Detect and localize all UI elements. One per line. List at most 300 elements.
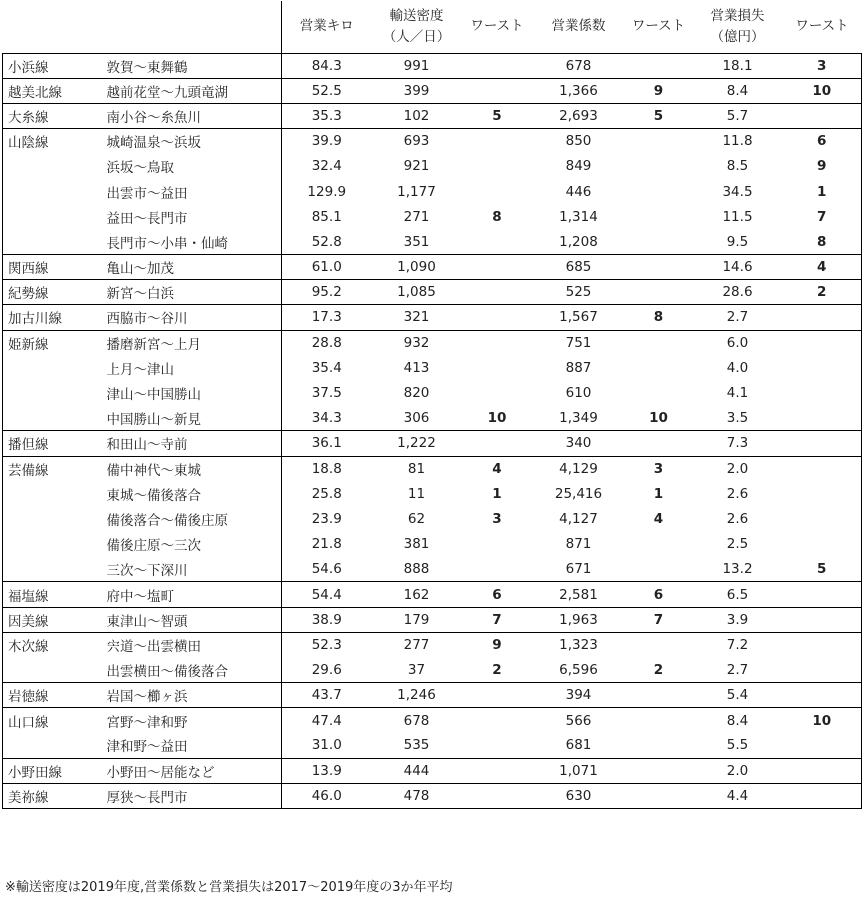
loss-worst-cell xyxy=(783,305,862,330)
loss-worst-cell xyxy=(783,406,862,431)
coef-cell: 671 xyxy=(533,557,625,582)
coef-cell: 6,596 xyxy=(533,658,625,683)
table-row xyxy=(3,129,862,154)
table-row xyxy=(3,758,862,783)
header-coef-worst-label: ワースト xyxy=(631,18,686,35)
km-cell: 52.8 xyxy=(282,229,372,254)
km-cell: 46.0 xyxy=(282,783,372,808)
header-row xyxy=(3,1,862,53)
section-cell: 南小谷～糸魚川 xyxy=(101,103,282,128)
coef-worst-cell xyxy=(625,53,693,78)
header-loss-line2: （億円） xyxy=(710,28,765,45)
coef-worst-cell xyxy=(625,179,693,204)
section-cell: 出雲横田～備後落合 xyxy=(101,658,282,683)
line-name-cell: 芸備線 xyxy=(3,456,101,481)
header-coef-worst xyxy=(625,1,693,53)
footnote: ※輸送密度は2019年度,営業係数と営業損失は2017～2019年度の3か年平均 xyxy=(5,880,453,895)
loss-cell: 5.5 xyxy=(693,733,783,758)
line-name-cell xyxy=(3,229,101,254)
section-cell: 厚狭～長門市 xyxy=(101,783,282,808)
density-cell: 179 xyxy=(372,607,462,632)
coef-cell: 1,314 xyxy=(559,208,598,225)
loss-worst-cell: 8 xyxy=(783,229,862,254)
loss-worst-cell: 10 xyxy=(783,708,862,733)
km-cell: 28.8 xyxy=(311,334,342,351)
coef-cell: 25,416 xyxy=(554,485,603,502)
density-cell: 162 xyxy=(372,582,462,607)
density-worst-cell xyxy=(462,758,533,783)
table-row xyxy=(3,708,862,733)
coef-worst-cell xyxy=(625,708,693,733)
density-cell: 399 xyxy=(372,78,462,103)
coef-cell: 871 xyxy=(565,536,592,553)
line-name-cell xyxy=(3,733,101,758)
density-cell: 1,246 xyxy=(372,683,462,708)
km-cell: 25.8 xyxy=(311,485,342,502)
km-cell: 54.4 xyxy=(282,582,372,607)
density-worst-cell: 4 xyxy=(492,460,502,477)
section-cell: 東津山～智頭 xyxy=(101,607,282,632)
coef-worst-cell: 5 xyxy=(625,103,693,128)
loss-worst-cell: 3 xyxy=(783,53,862,78)
loss-cell: 2.6 xyxy=(726,510,749,527)
density-cell: 1,085 xyxy=(372,280,462,305)
table-row xyxy=(3,305,862,330)
coef-worst-cell xyxy=(625,330,693,355)
line-name-cell: 大糸線 xyxy=(3,103,101,128)
density-cell: 271 xyxy=(403,208,430,225)
km-cell: 39.9 xyxy=(311,133,342,150)
density-worst-cell xyxy=(462,78,533,103)
table-row xyxy=(3,658,862,683)
table-row xyxy=(3,78,862,103)
density-worst-cell xyxy=(462,783,533,808)
line-name-cell: 小野田線 xyxy=(3,758,101,783)
header-density xyxy=(372,1,462,53)
density-cell: 478 xyxy=(372,783,462,808)
line-name-cell xyxy=(3,481,101,506)
coef-cell: 685 xyxy=(533,255,625,280)
line-name-cell: 木次線 xyxy=(3,632,101,657)
line-name-cell: 岩徳線 xyxy=(3,683,101,708)
density-cell: 820 xyxy=(403,385,430,402)
density-worst-cell: 3 xyxy=(492,510,502,527)
density-cell: 306 xyxy=(372,406,462,431)
coef-worst-cell xyxy=(625,129,693,154)
km-cell: 31.0 xyxy=(282,733,372,758)
table-row xyxy=(3,557,862,582)
coef-worst-cell: 6 xyxy=(625,582,693,607)
section-cell: 浜坂～鳥取 xyxy=(101,154,282,179)
loss-cell: 9.5 xyxy=(693,229,783,254)
coef-cell: 850 xyxy=(565,133,592,150)
coef-cell: 566 xyxy=(565,712,592,729)
section-cell: 和田山～寺前 xyxy=(101,431,282,456)
coef-cell: 525 xyxy=(533,280,625,305)
section-cell: 三次～下深川 xyxy=(101,557,282,582)
section-cell: 西脇市～谷川 xyxy=(101,305,282,330)
density-worst-cell xyxy=(462,53,533,78)
coef-cell: 610 xyxy=(565,385,592,402)
section-cell: 上月～津山 xyxy=(101,355,282,380)
line-name-cell xyxy=(3,506,101,531)
density-worst-cell xyxy=(462,280,533,305)
line-name-cell: 紀勢線 xyxy=(3,280,101,305)
loss-worst-cell: 4 xyxy=(783,255,862,280)
table-row xyxy=(3,154,862,179)
density-cell: 535 xyxy=(372,733,462,758)
section-cell: 備後庄原～三次 xyxy=(101,532,282,557)
loss-worst-cell xyxy=(783,758,862,783)
loss-worst-cell xyxy=(783,481,862,506)
table-body xyxy=(3,53,862,809)
coef-worst-cell xyxy=(625,380,693,405)
loss-worst-cell xyxy=(783,103,862,128)
km-cell: 32.4 xyxy=(311,158,342,175)
km-cell: 35.4 xyxy=(311,359,342,376)
km-cell: 18.8 xyxy=(311,460,342,477)
loss-cell: 8.4 xyxy=(726,712,749,729)
table-row xyxy=(3,532,862,557)
density-worst-cell: 5 xyxy=(462,103,533,128)
coef-cell: 1,567 xyxy=(533,305,625,330)
loss-cell: 18.1 xyxy=(693,53,783,78)
table-row xyxy=(3,380,862,405)
km-cell: 85.1 xyxy=(311,208,342,225)
coef-worst-cell: 4 xyxy=(653,510,664,527)
table-row xyxy=(3,456,862,481)
density-cell: 932 xyxy=(403,334,430,351)
section-cell: 中国勝山～新見 xyxy=(101,406,282,431)
loss-worst-cell: 1 xyxy=(783,179,862,204)
loss-cell: 2.6 xyxy=(726,485,749,502)
density-worst-cell xyxy=(462,683,533,708)
loss-worst-cell xyxy=(783,607,862,632)
km-cell: 61.0 xyxy=(282,255,372,280)
table-row xyxy=(3,683,862,708)
line-data-table xyxy=(2,1,862,809)
loss-worst-cell: 5 xyxy=(783,557,862,582)
table-row xyxy=(3,431,862,456)
km-cell: 29.6 xyxy=(282,658,372,683)
coef-cell: 1,208 xyxy=(533,229,625,254)
km-cell: 52.5 xyxy=(282,78,372,103)
coef-worst-cell xyxy=(625,255,693,280)
section-cell: 小野田～居能など xyxy=(101,758,282,783)
density-worst-cell xyxy=(462,129,533,154)
header-loss xyxy=(693,1,783,53)
loss-worst-cell xyxy=(783,380,862,405)
loss-cell: 4.4 xyxy=(693,783,783,808)
loss-worst-cell xyxy=(783,783,862,808)
density-cell: 991 xyxy=(372,53,462,78)
density-cell: 321 xyxy=(372,305,462,330)
header-km-label: 営業キロ xyxy=(299,18,354,35)
coef-worst-cell: 8 xyxy=(625,305,693,330)
coef-worst-cell xyxy=(625,632,693,657)
loss-cell: 11.5 xyxy=(722,208,753,225)
line-name-cell xyxy=(3,658,101,683)
density-cell: 921 xyxy=(403,158,430,175)
km-cell: 52.3 xyxy=(311,637,342,654)
coef-cell: 849 xyxy=(565,158,592,175)
km-cell: 21.8 xyxy=(311,536,342,553)
header-section xyxy=(101,1,282,53)
km-cell: 37.5 xyxy=(311,385,342,402)
km-cell: 54.6 xyxy=(282,557,372,582)
section-cell: 出雲市～益田 xyxy=(101,179,282,204)
coef-cell: 446 xyxy=(565,183,592,200)
line-name-cell xyxy=(3,406,101,431)
loss-worst-cell xyxy=(783,683,862,708)
km-cell: 35.3 xyxy=(282,103,372,128)
coef-worst-cell xyxy=(625,758,693,783)
density-worst-cell: 8 xyxy=(492,208,502,225)
header-loss-worst xyxy=(783,1,862,53)
density-worst-cell xyxy=(462,179,533,204)
loss-cell: 5.7 xyxy=(693,103,783,128)
density-worst-cell: 6 xyxy=(462,582,533,607)
header-km xyxy=(282,1,372,53)
density-worst-cell: 10 xyxy=(462,406,533,431)
loss-cell: 2.0 xyxy=(726,460,749,477)
coef-worst-cell: 2 xyxy=(625,658,693,683)
density-worst-cell xyxy=(462,431,533,456)
loss-cell: 3.5 xyxy=(693,406,783,431)
loss-worst-cell xyxy=(783,582,862,607)
loss-cell: 6.0 xyxy=(726,334,749,351)
line-name-cell xyxy=(3,204,101,229)
table-row xyxy=(3,355,862,380)
loss-worst-cell xyxy=(783,506,862,531)
density-cell: 277 xyxy=(403,637,430,654)
km-cell: 36.1 xyxy=(282,431,372,456)
density-worst-cell xyxy=(462,733,533,758)
line-name-cell: 因美線 xyxy=(3,607,101,632)
header-density-worst-label: ワースト xyxy=(470,18,524,35)
loss-worst-cell: 6 xyxy=(783,129,862,154)
coef-cell: 394 xyxy=(533,683,625,708)
line-name-cell: 小浜線 xyxy=(3,53,101,78)
loss-cell: 5.4 xyxy=(693,683,783,708)
km-cell: 95.2 xyxy=(282,280,372,305)
density-worst-cell xyxy=(462,708,533,733)
section-cell: 敦賀～東舞鶴 xyxy=(101,53,282,78)
coef-worst-cell xyxy=(625,557,693,582)
header-coef xyxy=(533,1,625,53)
density-cell: 444 xyxy=(372,758,462,783)
line-name-cell: 播但線 xyxy=(3,431,101,456)
density-worst-cell xyxy=(462,255,533,280)
loss-worst-cell: 7 xyxy=(783,204,862,229)
loss-cell: 3.9 xyxy=(693,607,783,632)
loss-worst-cell xyxy=(783,330,862,355)
loss-worst-cell: 2 xyxy=(783,280,862,305)
coef-cell: 1,071 xyxy=(533,758,625,783)
line-name-cell xyxy=(3,355,101,380)
coef-worst-cell: 1 xyxy=(653,485,664,502)
density-worst-cell xyxy=(462,330,533,355)
coef-worst-cell: 10 xyxy=(625,406,693,431)
coef-cell: 887 xyxy=(565,359,592,376)
coef-worst-cell: 7 xyxy=(625,607,693,632)
coef-cell: 630 xyxy=(533,783,625,808)
line-name-cell: 姫新線 xyxy=(3,330,101,355)
table-row xyxy=(3,330,862,355)
density-cell: 37 xyxy=(372,658,462,683)
loss-worst-cell: 9 xyxy=(783,154,862,179)
loss-worst-cell xyxy=(783,431,862,456)
coef-cell: 751 xyxy=(565,334,592,351)
table-row xyxy=(3,582,862,607)
km-cell: 17.3 xyxy=(282,305,372,330)
km-cell: 129.9 xyxy=(307,183,347,200)
section-cell: 津和野～益田 xyxy=(101,733,282,758)
coef-worst-cell xyxy=(625,154,693,179)
loss-cell: 4.0 xyxy=(726,359,749,376)
density-cell: 888 xyxy=(372,557,462,582)
loss-cell: 2.7 xyxy=(693,305,783,330)
loss-worst-cell: 10 xyxy=(783,78,862,103)
km-cell: 23.9 xyxy=(311,510,342,527)
loss-worst-cell xyxy=(783,456,862,481)
density-worst-cell: 2 xyxy=(462,658,533,683)
header-density-line1: 輸送密度 xyxy=(389,7,444,24)
km-cell: 13.9 xyxy=(282,758,372,783)
coef-worst-cell xyxy=(625,532,693,557)
section-cell: 東城～備後落合 xyxy=(101,481,282,506)
density-worst-cell xyxy=(462,154,533,179)
section-cell: 亀山～加茂 xyxy=(101,255,282,280)
line-name-cell: 山口線 xyxy=(3,708,101,733)
coef-cell: 4,129 xyxy=(559,460,598,477)
coef-worst-cell xyxy=(625,280,693,305)
line-name-cell: 関西線 xyxy=(3,255,101,280)
table-row xyxy=(3,53,862,78)
table-row xyxy=(3,255,862,280)
table-row xyxy=(3,607,862,632)
coef-cell: 2,581 xyxy=(533,582,625,607)
line-name-cell: 山陰線 xyxy=(3,129,101,154)
coef-worst-cell xyxy=(625,204,693,229)
loss-cell: 14.6 xyxy=(693,255,783,280)
loss-cell: 28.6 xyxy=(693,280,783,305)
loss-worst-cell xyxy=(783,632,862,657)
density-cell: 62 xyxy=(407,510,426,527)
density-cell: 693 xyxy=(403,133,430,150)
loss-cell: 6.5 xyxy=(693,582,783,607)
coef-cell: 1,963 xyxy=(533,607,625,632)
coef-worst-cell xyxy=(625,783,693,808)
header-coef-label: 営業係数 xyxy=(551,18,606,35)
table-row xyxy=(3,481,862,506)
section-cell: 宮野～津和野 xyxy=(101,708,282,733)
density-cell: 11 xyxy=(407,485,426,502)
density-cell: 81 xyxy=(407,460,426,477)
coef-worst-cell xyxy=(625,733,693,758)
density-worst-cell xyxy=(462,229,533,254)
loss-cell: 2.0 xyxy=(693,758,783,783)
density-cell: 102 xyxy=(372,103,462,128)
section-cell: 備中神代～東城 xyxy=(101,456,282,481)
table-row xyxy=(3,229,862,254)
table-row xyxy=(3,179,862,204)
km-cell: 43.7 xyxy=(282,683,372,708)
section-cell: 益田～長門市 xyxy=(101,204,282,229)
section-cell: 岩国～櫛ヶ浜 xyxy=(101,683,282,708)
km-cell: 34.3 xyxy=(282,406,372,431)
density-cell: 1,222 xyxy=(372,431,462,456)
loss-worst-cell xyxy=(783,658,862,683)
section-cell: 越前花堂～九頭竜湖 xyxy=(101,78,282,103)
km-cell: 47.4 xyxy=(311,712,342,729)
section-cell: 城崎温泉～浜坂 xyxy=(101,129,282,154)
loss-cell: 7.3 xyxy=(693,431,783,456)
coef-cell: 1,349 xyxy=(533,406,625,431)
loss-worst-cell xyxy=(783,532,862,557)
loss-cell: 8.4 xyxy=(693,78,783,103)
coef-worst-cell: 9 xyxy=(625,78,693,103)
section-cell: 新宮～白浜 xyxy=(101,280,282,305)
table-row xyxy=(3,406,862,431)
density-worst-cell xyxy=(462,380,533,405)
table-row xyxy=(3,506,862,531)
loss-cell: 8.5 xyxy=(726,158,749,175)
loss-worst-cell xyxy=(783,355,862,380)
section-cell: 備後落合～備後庄原 xyxy=(101,506,282,531)
density-cell: 1,090 xyxy=(372,255,462,280)
table-row xyxy=(3,733,862,758)
header-line xyxy=(3,1,101,53)
density-cell: 351 xyxy=(372,229,462,254)
coef-cell: 1,323 xyxy=(559,637,598,654)
loss-cell: 2.5 xyxy=(726,536,749,553)
line-name-cell: 越美北線 xyxy=(3,78,101,103)
line-name-cell xyxy=(3,380,101,405)
header-density-line2: （人／日） xyxy=(382,28,451,45)
coef-worst-cell xyxy=(625,229,693,254)
coef-cell: 2,693 xyxy=(533,103,625,128)
coef-cell: 1,366 xyxy=(533,78,625,103)
line-name-cell xyxy=(3,532,101,557)
section-cell: 府中～塩町 xyxy=(101,582,282,607)
density-worst-cell xyxy=(462,557,533,582)
loss-cell: 11.8 xyxy=(722,133,753,150)
density-worst-cell xyxy=(462,532,533,557)
loss-cell: 4.1 xyxy=(726,385,749,402)
density-worst-cell xyxy=(462,305,533,330)
loss-cell: 34.5 xyxy=(722,183,753,200)
loss-cell: 13.2 xyxy=(693,557,783,582)
density-cell: 678 xyxy=(403,712,430,729)
line-name-cell xyxy=(3,557,101,582)
line-name-cell xyxy=(3,179,101,204)
table-row xyxy=(3,783,862,808)
table-row xyxy=(3,280,862,305)
density-cell: 1,177 xyxy=(397,183,436,200)
density-worst-cell: 1 xyxy=(492,485,502,502)
loss-worst-cell xyxy=(783,733,862,758)
coef-worst-cell xyxy=(625,431,693,456)
header-loss-worst-label: ワースト xyxy=(795,18,849,35)
table-row xyxy=(3,204,862,229)
coef-worst-cell xyxy=(625,355,693,380)
section-cell: 長門市～小串・仙崎 xyxy=(101,229,282,254)
section-cell: 宍道～出雲横田 xyxy=(101,632,282,657)
table-row xyxy=(3,103,862,128)
coef-worst-cell: 3 xyxy=(653,460,664,477)
coef-worst-cell xyxy=(625,683,693,708)
